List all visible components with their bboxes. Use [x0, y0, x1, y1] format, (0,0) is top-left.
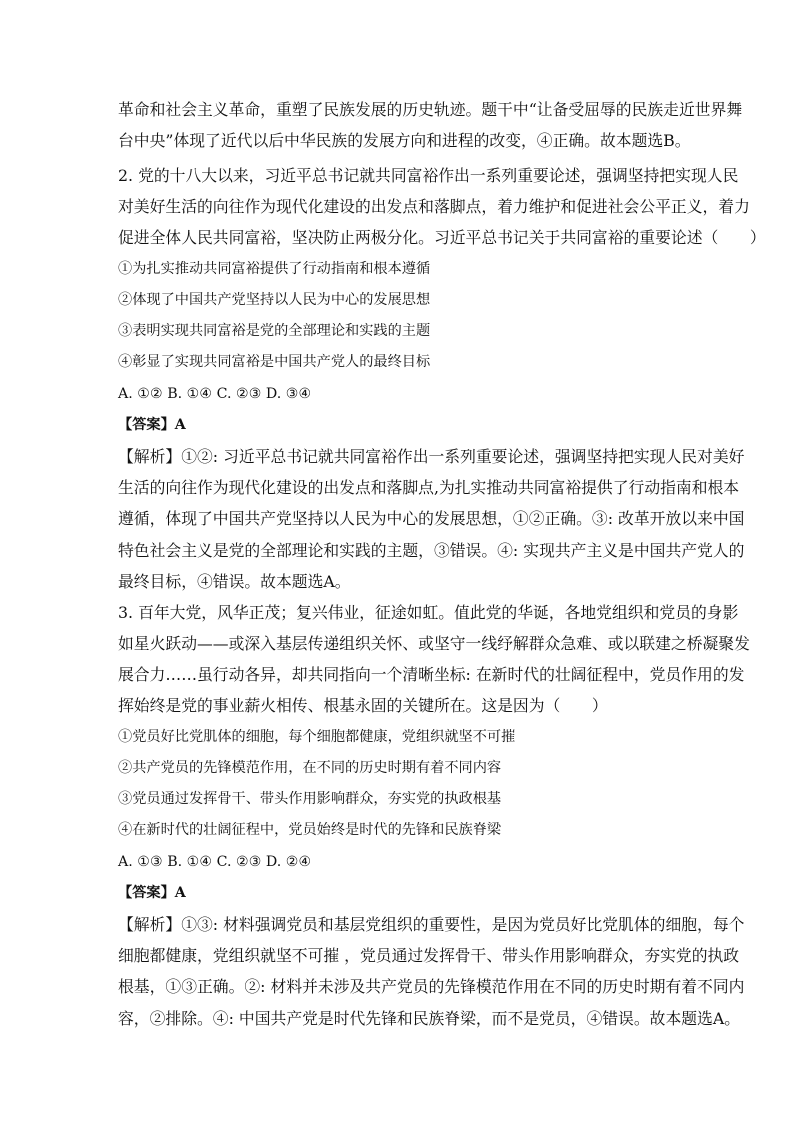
- question-2-stem: 促进全体人民共同富裕，坚决防止两极分化。习近平总书记关于共同富裕的重要论述（ ）: [118, 228, 766, 247]
- question-2-options: A. ①② B. ①④ C. ②③ D. ③④: [118, 386, 312, 402]
- question-3-item: ①党员好比党肌体的细胞，每个细胞都健康，党组织就坚不可摧: [118, 729, 516, 745]
- question-2-analysis: 生活的向往作为现代化建设的出发点和落脚点,为扎实推动共同富裕提供了行动指南和根本: [118, 478, 740, 497]
- question-2-analysis: 遵循，体现了中国共产党坚持以人民为中心的发展思想，①②正确。③: 改革开放以来中国: [118, 509, 745, 528]
- question-3-item: ④在新时代的壮阔征程中，党员始终是时代的先锋和民族脊梁: [118, 822, 502, 838]
- question-3-stem: 展合力……虽行动各异，却共同指向一个清晰坐标: 在新时代的壮阔征程中，党员作用的发: [118, 665, 745, 684]
- question-3-options: A. ①③ B. ①④ C. ②③ D. ②④: [118, 854, 312, 870]
- question-3-stem: 挥始终是党的事业薪火相传、根基永固的关键所在。这是因为（ ）: [118, 696, 608, 715]
- question-2-analysis: 最终目标，④错误。故本题选A。: [118, 572, 351, 591]
- question-3-stem: 如星火跃动——或深入基层传递组织关怀、或坚守一线纾解群众急难、或以联建之桥凝聚发: [118, 634, 750, 653]
- question-2-item: ③表明实现共同富裕是党的全部理论和实践的主题: [118, 323, 431, 339]
- question-2-analysis: 【解析】①②: 习近平总书记就共同富裕作出一系列重要论述，强调坚持把实现人民对美好: [118, 447, 745, 466]
- question-3-item: ②共产党员的先锋模范作用，在不同的历史时期有着不同内容: [118, 760, 502, 776]
- question-2-item: ④彰显了实现共同富裕是中国共产党人的最终目标: [118, 354, 431, 370]
- question-2-analysis: 特色社会主义是党的全部理论和实践的主题，③错误。④: 实现共产主义是中国共产党人的: [118, 541, 745, 560]
- question-2-item: ①为扎实推动共同富裕提供了行动指南和根本遵循: [118, 261, 431, 277]
- question-3-item: ③党员通过发挥骨干、带头作用影响群众，夯实党的执政根基: [118, 791, 502, 807]
- question-2-answer: 【答案】A: [118, 417, 186, 433]
- text-line: 革命和社会主义革命，重塑了民族发展的历史轨迹。题干中“让备受屈辱的民族走近世界舞: [118, 100, 743, 119]
- question-3-analysis: 【解析】①③: 材料强调党员和基层党组织的重要性，是因为党员好比党肌体的细胞，每个: [118, 915, 745, 934]
- question-3-analysis: 容，②排除。④: 中国共产党是时代先锋和民族脊梁，而不是党员，④错误。故本题选A。: [118, 1009, 741, 1028]
- question-2-stem: 对美好生活的向往作为现代化建设的出发点和落脚点，着力维护和促进社会公平正义，着力: [118, 197, 750, 216]
- question-3-analysis: 根基，①③正确。②: 材料并未涉及共产党员的先锋模范作用在不同的历史时期有着不同内: [118, 977, 745, 996]
- question-2-stem: 2. 党的十八大以来，习近平总书记就共同富裕作出一系列重要论述，强调坚持把实现人民: [118, 166, 739, 185]
- question-3-stem: 3. 百年大党，风华正茂；复兴伟业，征途如虹。值此党的华诞，各地党组织和党员的身影: [118, 603, 739, 622]
- text-line: 台中央”体现了近代以后中华民族的发展方向和进程的改变，④正确。故本题选B。: [118, 131, 691, 150]
- question-3-analysis: 细胞都健康，党组织就坚不可摧 ，党员通过发挥骨干、带头作用影响群众，夯实党的执政: [118, 946, 740, 965]
- question-3-answer: 【答案】A: [118, 885, 186, 901]
- question-2-item: ②体现了中国共产党坚持以人民为中心的发展思想: [118, 292, 431, 308]
